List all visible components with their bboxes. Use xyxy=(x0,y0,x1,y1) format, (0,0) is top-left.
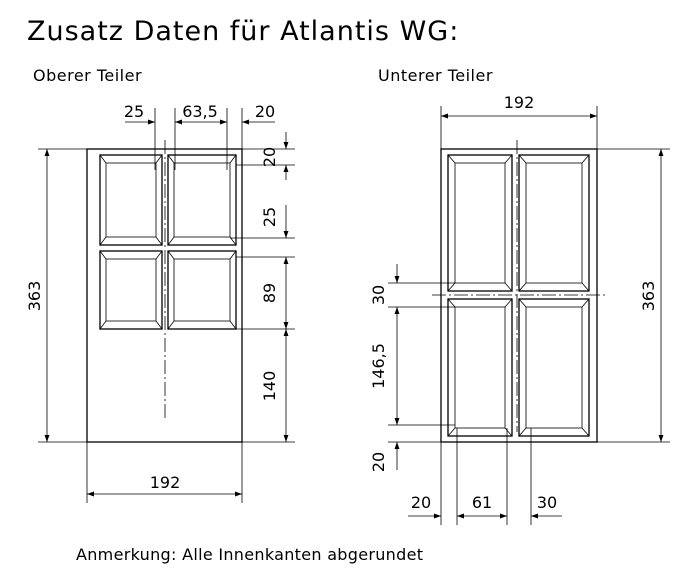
lower-pane-bottom-right xyxy=(519,299,589,436)
upper-pane-top-left xyxy=(100,155,162,245)
lower-dim-top-width: 192 xyxy=(503,93,535,112)
lower-pane-top-left xyxy=(448,155,512,291)
upper-right-dimensions xyxy=(230,132,295,442)
lower-divider-view xyxy=(369,66,670,525)
lower-divider-label: Unterer Teiler xyxy=(378,66,493,85)
upper-dim-right-top: 20 xyxy=(260,146,279,168)
note-text: Anmerkung: Alle Innenkanten abgerundet xyxy=(76,545,424,564)
lower-dim-right-height: 363 xyxy=(639,280,658,312)
upper-dim-top-mid: 63,5 xyxy=(182,102,218,121)
upper-left-dimension xyxy=(25,149,87,442)
lower-dim-left-bottom: 20 xyxy=(369,451,388,473)
lower-top-dimension xyxy=(441,93,597,149)
upper-divider-view xyxy=(25,66,295,503)
lower-pane-bottom-left xyxy=(448,299,512,436)
upper-dim-left-height: 363 xyxy=(25,280,44,312)
upper-dim-right-pane: 89 xyxy=(260,282,279,304)
lower-dim-bottom-right: 30 xyxy=(536,493,558,512)
upper-outline xyxy=(87,149,242,442)
upper-dim-top-right: 20 xyxy=(254,102,276,121)
upper-pane-bottom-right xyxy=(168,251,236,329)
upper-bottom-dimension xyxy=(87,442,242,503)
upper-dim-bottom-width: 192 xyxy=(149,473,181,492)
lower-dim-left-pane: 146,5 xyxy=(369,343,388,389)
lower-dim-bottom-mid: 61 xyxy=(471,493,493,512)
lower-right-dimension xyxy=(597,149,670,442)
upper-top-dimensions xyxy=(124,102,275,170)
page-title: Zusatz Daten für Atlantis WG: xyxy=(27,16,460,47)
lower-dim-bottom-left: 20 xyxy=(410,493,432,512)
upper-pane-top-right xyxy=(168,155,236,245)
upper-pane-bottom-left xyxy=(100,251,162,329)
lower-pane-top-right xyxy=(519,155,589,291)
upper-dim-top-left: 25 xyxy=(123,102,145,121)
lower-dim-left-gap: 30 xyxy=(369,284,388,306)
upper-dim-right-gap: 25 xyxy=(260,206,279,228)
upper-divider-label: Oberer Teiler xyxy=(33,66,143,85)
upper-dim-right-bottom: 140 xyxy=(260,370,279,402)
